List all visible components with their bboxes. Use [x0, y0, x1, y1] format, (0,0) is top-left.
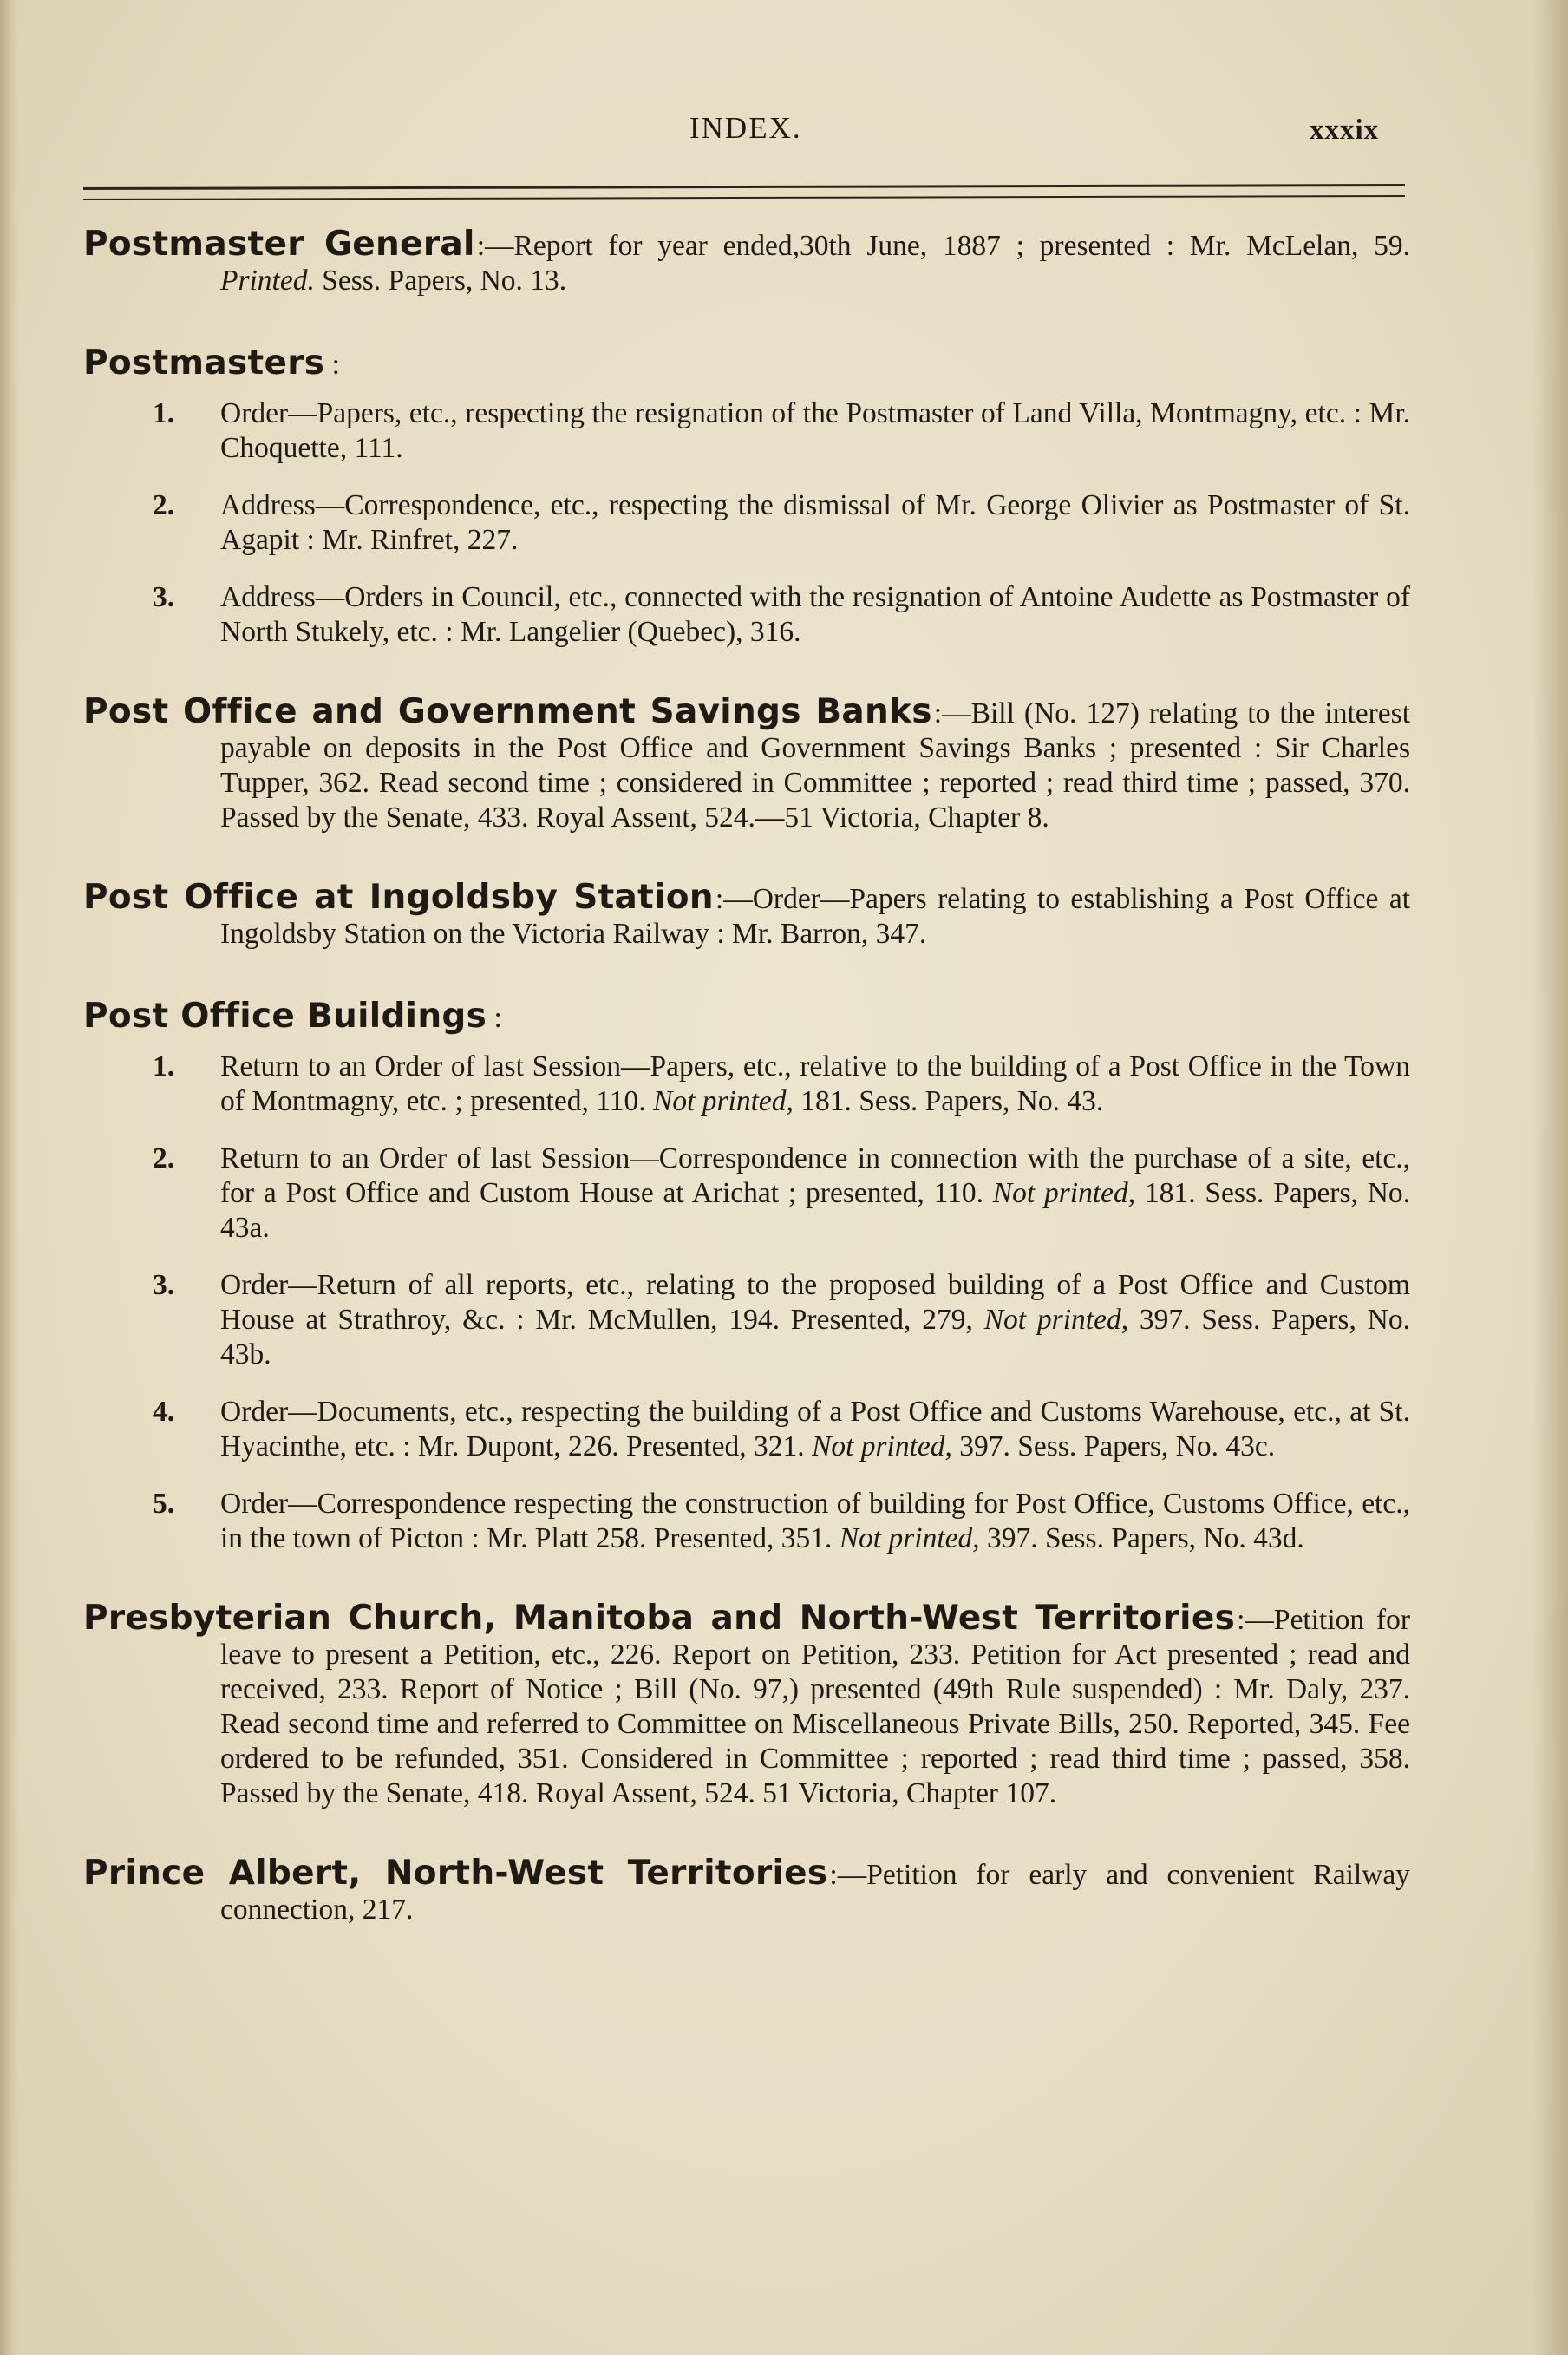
item-text: Address—Orders in Council, etc., connected with the resignation of Antoine Audette as Postmaster of North Stukely, etc. : Mr. Langelier (Quebec), 316.: [220, 581, 1410, 648]
item-number: 1.: [153, 1050, 175, 1083]
entry-body: :—Petition for early and convenient Railway connection, 217.: [220, 1859, 1410, 1926]
index-entries: [83, 227, 1410, 1972]
item-text-b: 397. Sess. Papers, No. 43c.: [951, 1430, 1276, 1462]
item-text: Address—Correspondence, etc., respecting the dismissal of Mr. George Olivier as Postmaster of St. Agapit : Mr. Rinfret, 227.: [220, 489, 1410, 556]
item-number: 2.: [153, 489, 175, 521]
item-italic: Not printed,: [811, 1430, 952, 1462]
page-edge-shadow: [1533, 0, 1568, 2355]
index-entry-postmasters: [83, 343, 1410, 650]
index-entry-post-office-buildings: [83, 997, 1410, 1556]
item-text-a: Return to an Order of last Session—Correspondence in connection with the purchase of a site, etc., for a Post Office and Custom House at Arichat ; presented, 110.: [220, 1142, 1410, 1209]
list-item: [83, 580, 1410, 650]
list-item: [83, 1487, 1410, 1556]
item-italic: Not printed,: [992, 1177, 1136, 1209]
entry-text-b: Sess. Papers, No. 13.: [314, 265, 567, 297]
entry-body: :—Order—Papers relating to establishing a Post Office at Ingoldsby Station on the Victoria Railway : Mr. Barron, 347.: [220, 883, 1411, 950]
list-item: [83, 1268, 1410, 1372]
item-italic: Not printed,: [652, 1085, 794, 1117]
index-entry-savings-banks: [83, 692, 1411, 835]
entry-heading: Presbyterian Church, Manitoba and North-West Territories: [83, 1599, 1236, 1638]
entry-heading: Post Office and Government Savings Banks: [83, 692, 932, 731]
list-item: [83, 1050, 1410, 1119]
index-entry-ingoldsby-station: [83, 880, 1410, 952]
running-head-title: INDEX.: [689, 111, 802, 145]
item-number: 2.: [153, 1142, 175, 1174]
running-head: [0, 111, 1568, 163]
item-text: Order—Papers, etc., respecting the resignation of the Postmaster of Land Villa, Montmagny, etc. : Mr. Choquette, 111.: [220, 397, 1410, 464]
item-number: 4.: [153, 1396, 175, 1428]
item-italic: Not printed,: [983, 1304, 1129, 1336]
entry-heading-row: Post Office Buildings :: [83, 997, 502, 1036]
index-entry-presbyterian-church: [83, 1601, 1410, 1811]
item-text-b: 397. Sess. Papers, No. 43b.: [220, 1304, 1410, 1370]
entry-text: [83, 227, 1410, 298]
list-item: [83, 1395, 1410, 1464]
entry-italic: Printed.: [220, 265, 315, 297]
entry-body: :—Bill (No. 127) relating to the interest payable on deposits in the Post Office and Government Savings Banks ; presented : Sir Charles Tupper, 362. Read second time ; considered in Committee ; reported ; read third time ; passed, 370. Passed by the Senate, 433. Royal Assent, 524.—51 Victoria, Chapter 8.: [220, 697, 1411, 834]
index-entry-prince-albert: [83, 1856, 1410, 1927]
entry-text: [83, 1856, 1410, 1927]
entry-body: :—Petition for leave to present a Petition, etc., 226. Report on Petition, 233. Petition for Act presented ; read and received, 233. Report of Notice ; Bill (No. 97,) presented (49th Rule suspended) : Mr. Daly, 237. Read second time and referred to Committee on Miscellaneous Private Bills, 250. Reported, 345. Fee ordered to be refunded, 351. Considered in Committee ; reported ; read third time ; passed, 358. Passed by the Senate, 418. Royal Assent, 524. 51 Victoria, Chapter 107.: [220, 1604, 1410, 1809]
item-italic: Not printed,: [839, 1522, 980, 1554]
entry-text: [83, 692, 1411, 835]
item-number: 3.: [153, 1269, 175, 1301]
item-text-a: Order—Correspondence respecting the construction of building for Post Office, Customs Office, etc., in the town of Picton : Mr. Platt 258. Presented, 351.: [220, 1488, 1410, 1554]
item-text-b: 181. Sess. Papers, No. 43.: [793, 1085, 1104, 1117]
item-text-a: Return to an Order of last Session—Papers, etc., relative to the building of a Post Office in the Town of Montmagny, etc. ; presented, 110.: [220, 1050, 1410, 1117]
item-text-b: 397. Sess. Papers, No. 43d.: [979, 1522, 1304, 1554]
entry-heading: Postmaster General: [83, 225, 475, 264]
entry-text: [83, 1601, 1410, 1811]
header-double-rule: [83, 184, 1405, 200]
list-item: [83, 488, 1410, 558]
entry-text-a: :—Report for year ended,30th June, 1887 ; presented : Mr. McLelan, 59.: [476, 230, 1410, 262]
list-item: [83, 396, 1410, 466]
entry-text: [83, 880, 1410, 952]
item-number: 5.: [153, 1488, 175, 1520]
entry-heading: Prince Albert, North-West Territories: [83, 1854, 828, 1893]
item-number: 3.: [153, 581, 175, 613]
entry-heading: Post Office at Ingoldsby Station: [83, 878, 714, 917]
item-text-a: Order—Documents, etc., respecting the building of a Post Office and Customs Warehouse, etc., at St. Hyacinthe, etc. : Mr. Dupont, 226. Presented, 321.: [220, 1396, 1410, 1462]
item-text-b: 181. Sess. Papers, No. 43a.: [220, 1177, 1411, 1244]
page-number: xxxix: [1310, 114, 1380, 146]
book-spine-shadow: [0, 0, 19, 2355]
item-number: 1.: [153, 397, 175, 429]
item-text-a: Order—Return of all reports, etc., relating to the proposed building of a Post Office and Custom House at Strathroy, &c. : Mr. McMullen, 194. Presented, 279,: [220, 1269, 1410, 1336]
list-item: [83, 1142, 1410, 1246]
entry-heading: Post Office Buildings: [83, 997, 487, 1036]
entry-heading-row: Postmasters :: [83, 343, 340, 383]
entry-heading: Postmasters: [83, 343, 325, 383]
index-entry-postmaster-general: [83, 227, 1410, 298]
